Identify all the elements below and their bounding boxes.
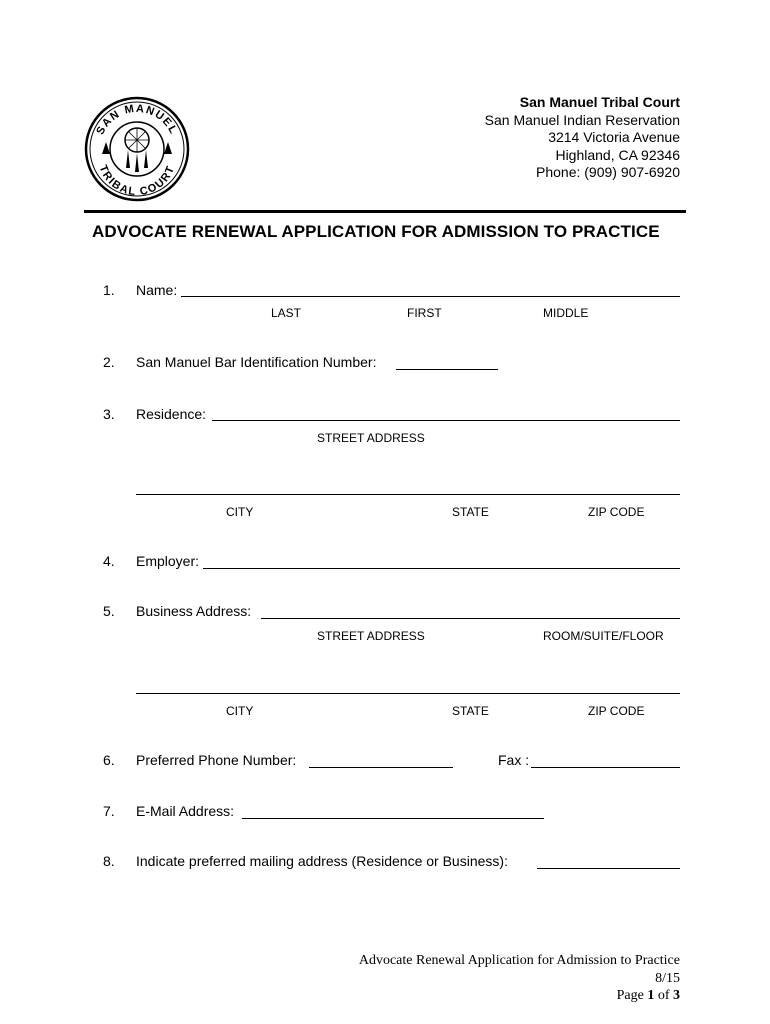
email-field[interactable] <box>242 818 544 819</box>
phone-field[interactable] <box>309 767 453 768</box>
name-field[interactable] <box>181 296 680 297</box>
sub-label-street: STREET ADDRESS <box>317 629 425 643</box>
mailing-preference-field[interactable] <box>537 868 680 869</box>
sub-label-city: CITY <box>226 505 254 519</box>
court-name: San Manuel Tribal Court <box>519 94 680 110</box>
footer-version: 8/15 <box>655 970 680 986</box>
court-seal-logo <box>84 96 190 202</box>
phone-label: Preferred Phone Number: <box>136 752 297 768</box>
sub-label-state: STATE <box>452 704 489 718</box>
page-indicator <box>359 987 680 1005</box>
header-divider <box>84 210 686 213</box>
street-address: 3214 Victoria Avenue <box>548 129 680 145</box>
item-number: 2. <box>103 354 115 370</box>
residence-label: Residence: <box>136 406 207 422</box>
business-city-field[interactable] <box>136 693 680 694</box>
page-of: of <box>654 988 673 1003</box>
page-prefix: Page <box>616 988 648 1003</box>
sub-label-city: CITY <box>226 704 254 718</box>
item-number: 7. <box>103 803 115 819</box>
residence-city-field[interactable] <box>136 494 680 495</box>
court-phone: Phone: (909) 907-6920 <box>536 164 680 180</box>
item-number: 8. <box>103 853 115 869</box>
page-footer <box>359 952 680 1005</box>
court-address-block <box>485 94 680 182</box>
reservation-name: San Manuel Indian Reservation <box>484 111 680 128</box>
footer-doc-title: Advocate Renewal Application for Admission to Practice <box>358 953 680 968</box>
item-number: 5. <box>103 603 115 619</box>
bar-id-field[interactable] <box>396 369 498 370</box>
sub-label-middle: MIDDLE <box>543 306 589 320</box>
business-street-field[interactable] <box>261 618 680 619</box>
item-number: 6. <box>103 752 115 768</box>
residence-street-field[interactable] <box>212 420 680 421</box>
city-state-zip: Highland, CA 92346 <box>555 146 680 163</box>
sub-label-zip: ZIP CODE <box>588 505 645 519</box>
sub-label-first: FIRST <box>407 306 442 320</box>
item-number: 1. <box>103 282 115 298</box>
employer-field[interactable] <box>203 568 680 569</box>
form-title: ADVOCATE RENEWAL APPLICATION FOR ADMISSION TO PRACTICE <box>92 222 660 241</box>
sub-label-last: LAST <box>271 306 302 320</box>
sub-label-room: ROOM/SUITE/FLOOR <box>543 629 664 643</box>
bar-id-label: San Manuel Bar Identification Number: <box>136 354 377 370</box>
email-label: E-Mail Address: <box>136 803 235 819</box>
item-number: 3. <box>103 406 115 422</box>
page-number: 1 <box>647 988 655 1003</box>
item-number: 4. <box>103 553 115 569</box>
fax-field[interactable] <box>531 767 680 768</box>
business-address-label: Business Address: <box>136 603 252 619</box>
svg-text:SAN MANUEL: SAN MANUEL <box>94 102 180 137</box>
sub-label-state: STATE <box>452 505 489 519</box>
sub-label-zip: ZIP CODE <box>588 704 645 718</box>
svg-text:TRIBAL COURT: TRIBAL COURT <box>96 163 178 199</box>
name-label: Name: <box>136 282 178 298</box>
sub-label-street: STREET ADDRESS <box>317 431 425 445</box>
page-total: 3 <box>673 988 680 1003</box>
employer-label: Employer: <box>136 553 200 569</box>
mailing-preference-label: Indicate preferred mailing address (Residence or Business): <box>136 853 508 869</box>
fax-label: Fax : <box>498 752 530 768</box>
